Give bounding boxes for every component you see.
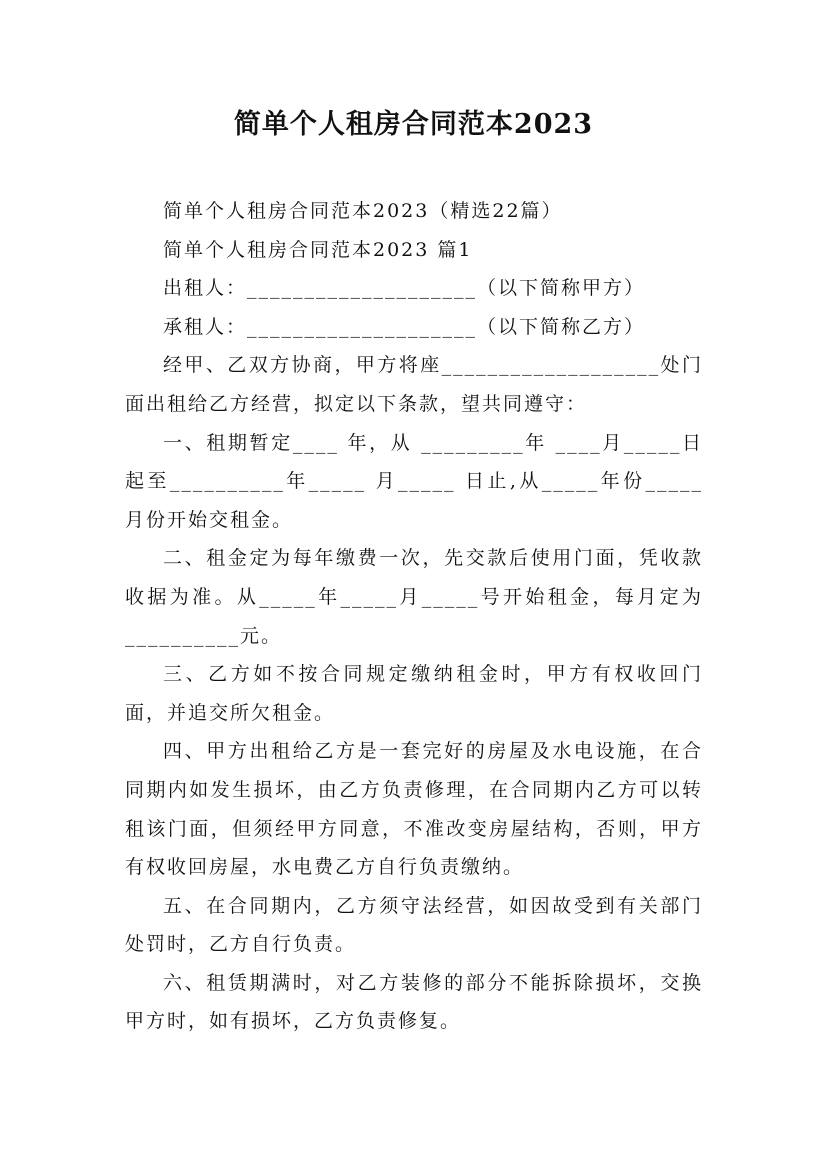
lessee-line: 承租人：____________________（以下简称乙方）	[163, 315, 646, 338]
section-heading: 简单个人租房合同范本2023 篇1	[163, 238, 473, 261]
document-title: 简单个人租房合同范本2023	[233, 109, 594, 140]
lessor-line: 出租人：____________________（以下简称甲方）	[163, 277, 646, 300]
clause-4: 四、甲方出租给乙方是一套完好的房屋及水电设施，在合同期内如发生损坏，由乙方负责修理，在合同期内乙方可以转租该门面，但须经甲方同意，不准改变房屋结构，否则，甲方有权收回房屋，水电费乙方自行负责缴纳。	[125, 740, 703, 879]
clause-2: 二、租金定为每年缴费一次，先交款后使用门面，凭收款收据为准。从_____年_____月_____号开始租金，每月定为__________元。	[125, 547, 703, 647]
document-body	[125, 192, 703, 1041]
subtitle-paragraph: 简单个人租房合同范本2023（精选22篇）	[163, 200, 563, 222]
intro-paragraph: 经甲、乙双方协商，甲方将座___________________处门面出租给乙方经营，拟定以下条款，望共同遵守：	[125, 354, 703, 415]
clause-3: 三、乙方如不按合同规定缴纳租金时，甲方有权收回门面，并追交所欠租金。	[125, 663, 703, 724]
clause-6: 六、租赁期满时，对乙方装修的部分不能拆除损坏，交换甲方时，如有损坏，乙方负责修复。	[125, 971, 703, 1033]
clause-5: 五、在合同期内，乙方须守法经营，如因故受到有关部门处罚时，乙方自行负责。	[125, 894, 703, 956]
clause-1: 一、租期暂定____ 年，从 _________年 ____月_____日起至__________年_____ 月_____ 日止,从_____年份_____月份开始交租金。	[125, 431, 703, 531]
